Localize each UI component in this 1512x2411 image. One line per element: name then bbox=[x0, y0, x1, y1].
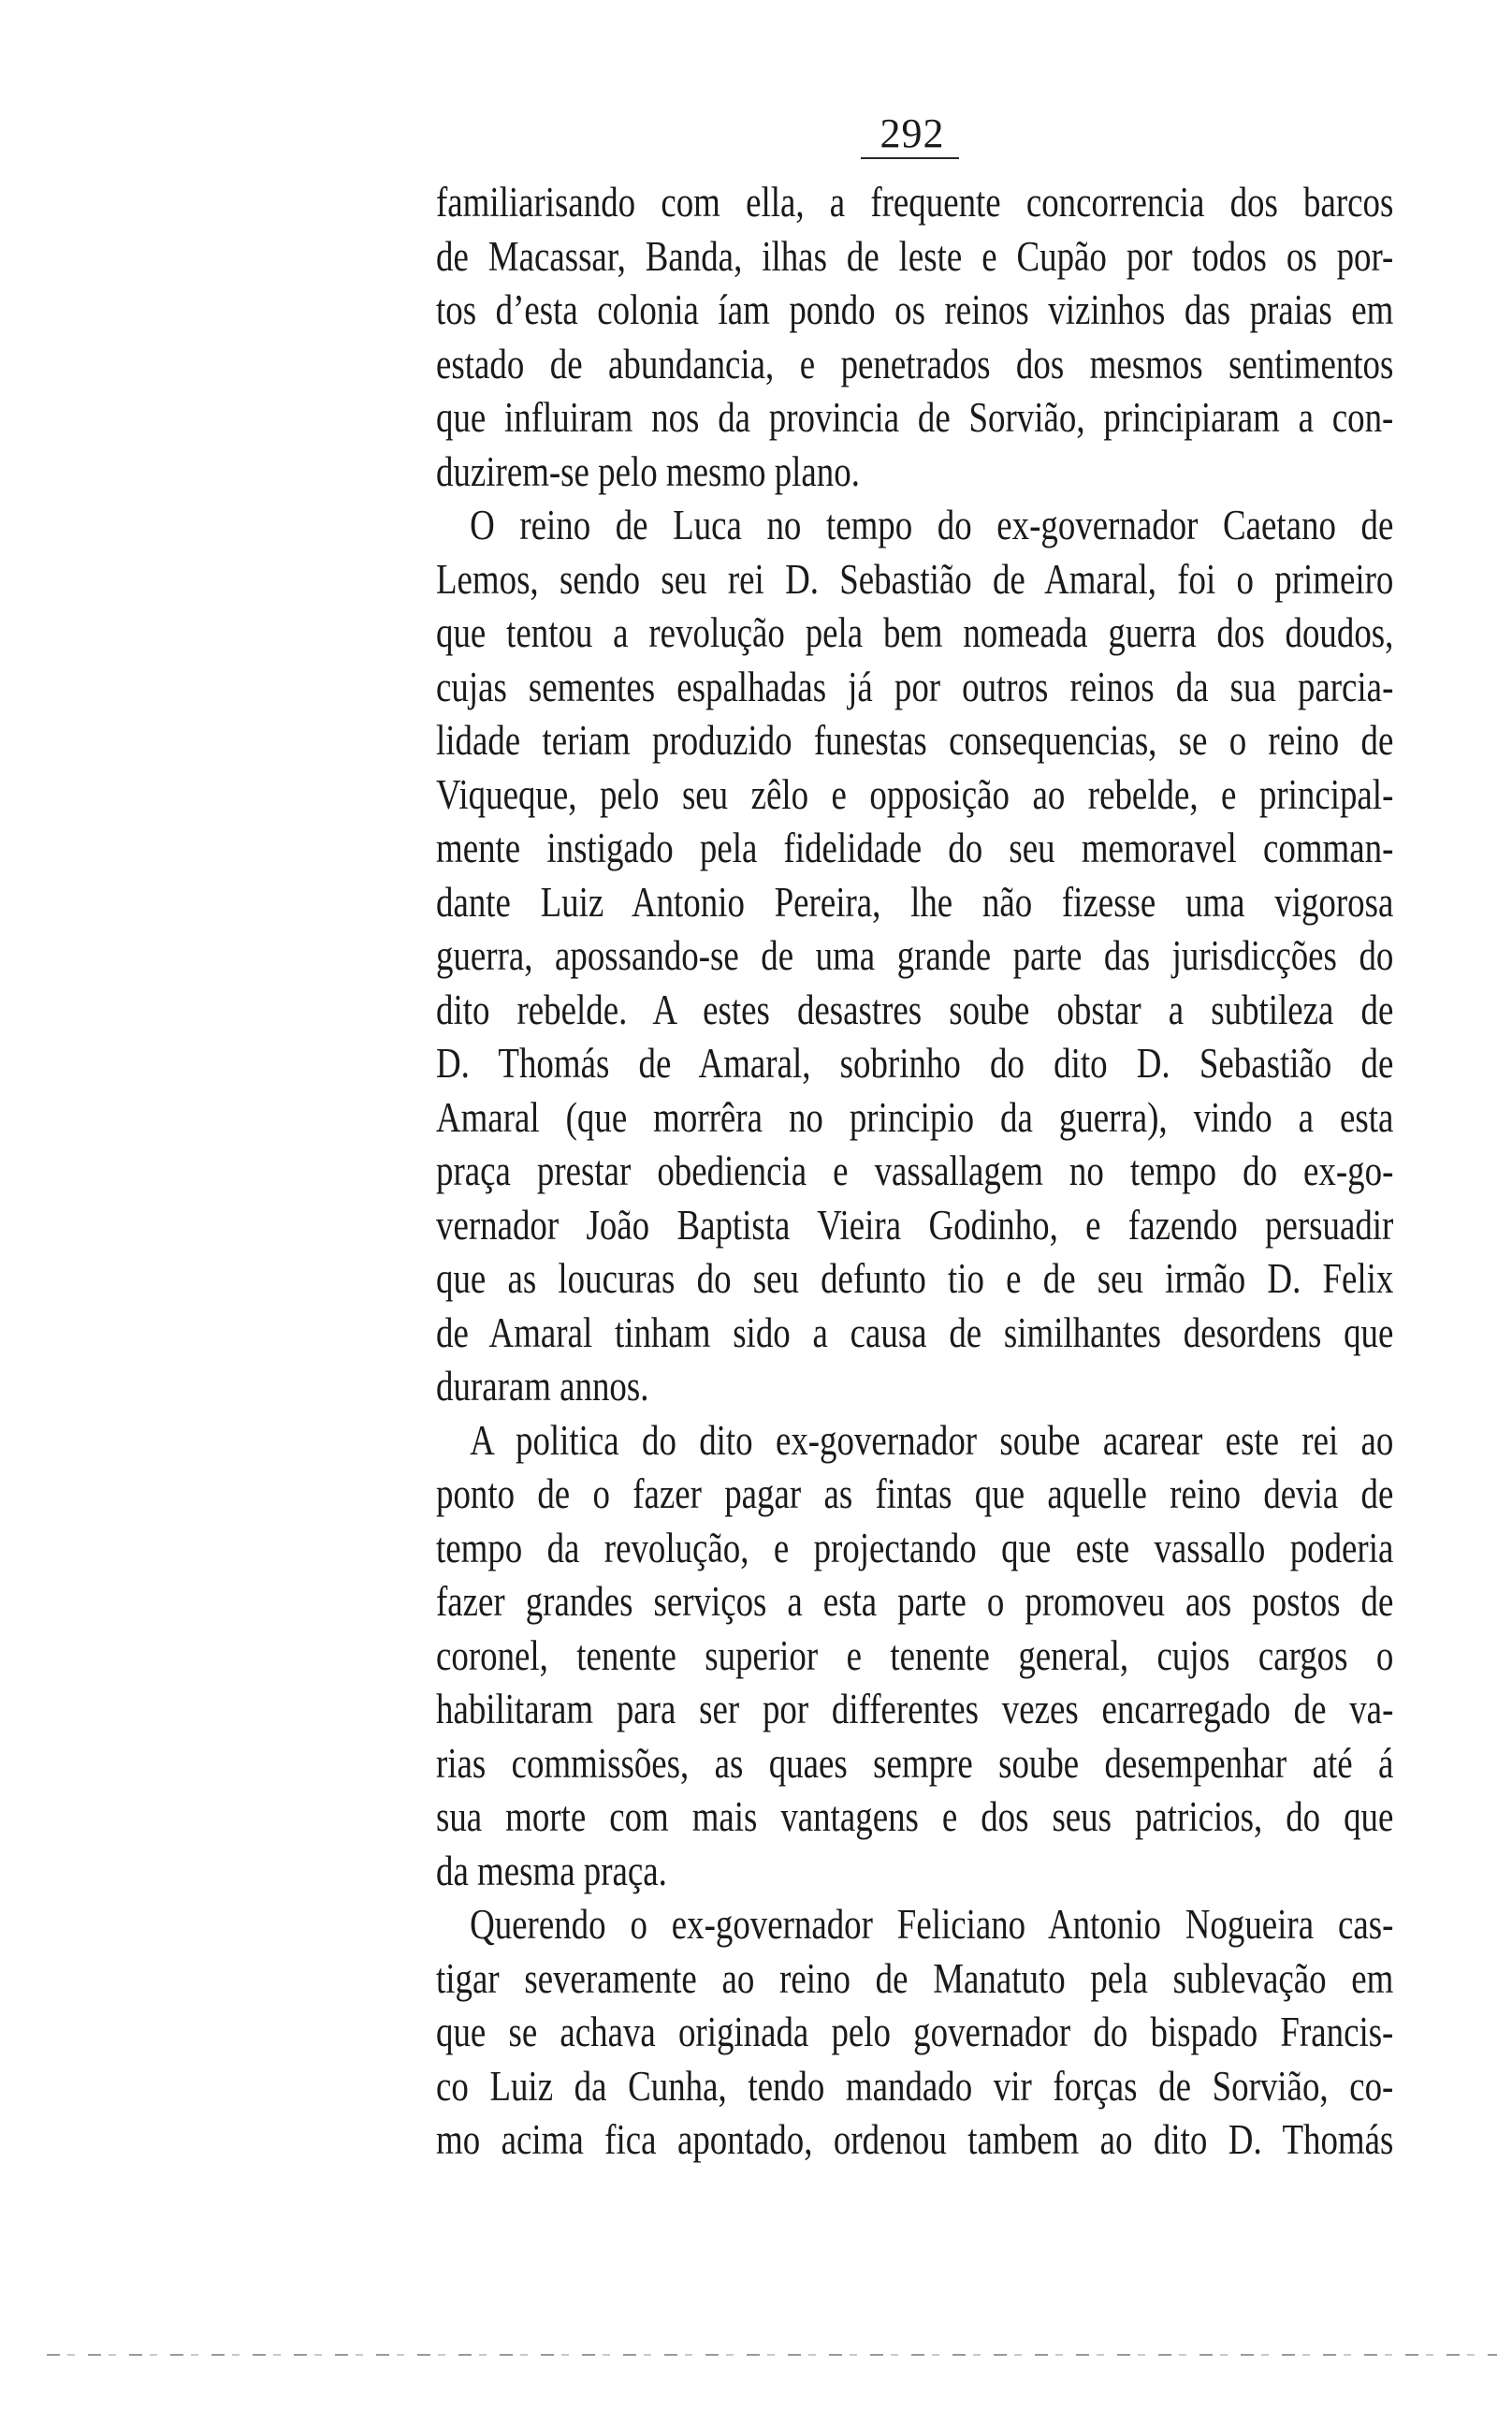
text-line: de Amaral tinham sido a causa de similhantes desordens que bbox=[436, 1308, 1394, 1356]
page-number: 292 bbox=[880, 110, 945, 156]
paragraph-start-line: A politica do dito ex-governador soube acarear este rei ao bbox=[470, 1416, 1394, 1464]
text-line: ponto de o fazer pagar as fintas que aquelle reino devia de bbox=[436, 1470, 1394, 1517]
text-line: coronel, tenente superior e tenente general, cujos cargos o bbox=[436, 1631, 1394, 1679]
body-text bbox=[436, 176, 1428, 2168]
text-line: Amaral (que morrêra no principio da guerra), vindo a esta bbox=[436, 1093, 1394, 1141]
text-line: cujas sementes espalhadas já por outros reinos da sua parcia- bbox=[436, 663, 1394, 710]
text-line: dito rebelde. A estes desastres soube obstar a subtileza de bbox=[436, 986, 1394, 1033]
text-line: guerra, apossando-se de uma grande parte das jurisdicções do bbox=[436, 932, 1394, 979]
text-line: duraram annos. bbox=[436, 1363, 649, 1410]
text-line: que tentou a revolução pela bem nomeada guerra dos doudos, bbox=[436, 609, 1394, 656]
text-line: duzirem-se pelo mesmo plano. bbox=[436, 447, 860, 495]
text-line: mente instigado pela fidelidade do seu memoravel comman- bbox=[436, 825, 1394, 871]
text-line: fazer grandes serviços a esta parte o promoveu aos postos de bbox=[436, 1578, 1394, 1625]
text-line: tos d’esta colonia íam pondo os reinos vizinhos das praias em bbox=[436, 286, 1394, 333]
text-line: que influiram nos da provincia de Sorvião, principiaram a con- bbox=[436, 394, 1394, 441]
text-line: D. Thomás de Amaral, sobrinho do dito D. Sebastião de bbox=[436, 1040, 1394, 1087]
text-line: habilitaram para ser por differentes vezes encarregado de va- bbox=[436, 1686, 1394, 1732]
text-line: tigar severamente ao reino de Manatuto pela sublevação em bbox=[436, 1954, 1394, 2002]
text-line: mo acima fica apontado, ordenou tambem ao dito D. Thomás bbox=[436, 2116, 1394, 2163]
text-line: sua morte com mais vantagens e dos seus patricios, do que bbox=[436, 1793, 1394, 1840]
text-line: da mesma praça. bbox=[436, 1847, 667, 1894]
paragraph-start-line: O reino de Luca no tempo do ex-governador Caetano de bbox=[470, 502, 1394, 548]
text-line: rias commissões, as quaes sempre soube desempenhar até á bbox=[436, 1739, 1394, 1787]
paragraph-start-line: Querendo o ex-governador Feliciano Antonio Nogueira cas- bbox=[470, 1901, 1394, 1948]
text-line: que se achava originada pelo governador do bispado Francis- bbox=[436, 2009, 1394, 2055]
page-number-rule bbox=[861, 157, 959, 159]
text-line: que as loucuras do seu defunto tio e de seu irmão D. Felix bbox=[436, 1255, 1394, 1302]
text-line: Viqueque, pelo seu zêlo e opposição ao rebelde, e principal- bbox=[436, 770, 1394, 818]
text-line: de Macassar, Banda, ilhas de leste e Cupão por todos os por- bbox=[436, 232, 1394, 280]
bottom-edge-rule bbox=[47, 2354, 1497, 2356]
text-line: estado de abundancia, e penetrados dos mesmos sentimentos bbox=[436, 340, 1394, 387]
text-line: lidade teriam produzido funestas consequencias, se o reino de bbox=[436, 717, 1394, 764]
text-line: dante Luiz Antonio Pereira, lhe não fizesse uma vigorosa bbox=[436, 878, 1394, 926]
text-line: Lemos, sendo seu rei D. Sebastião de Amaral, foi o primeiro bbox=[436, 555, 1394, 603]
text-line: co Luiz da Cunha, tendo mandado vir forças de Sorvião, co- bbox=[436, 2062, 1394, 2110]
text-line: familiarisando com ella, a frequente concorrencia dos barcos bbox=[436, 179, 1394, 226]
text-line: praça prestar obediencia e vassallagem no tempo do ex-go- bbox=[436, 1147, 1394, 1194]
text-line: vernador João Baptista Vieira Godinho, e fazendo persuadir bbox=[436, 1201, 1394, 1249]
text-line: tempo da revolução, e projectando que este vassallo poderia bbox=[436, 1524, 1394, 1571]
